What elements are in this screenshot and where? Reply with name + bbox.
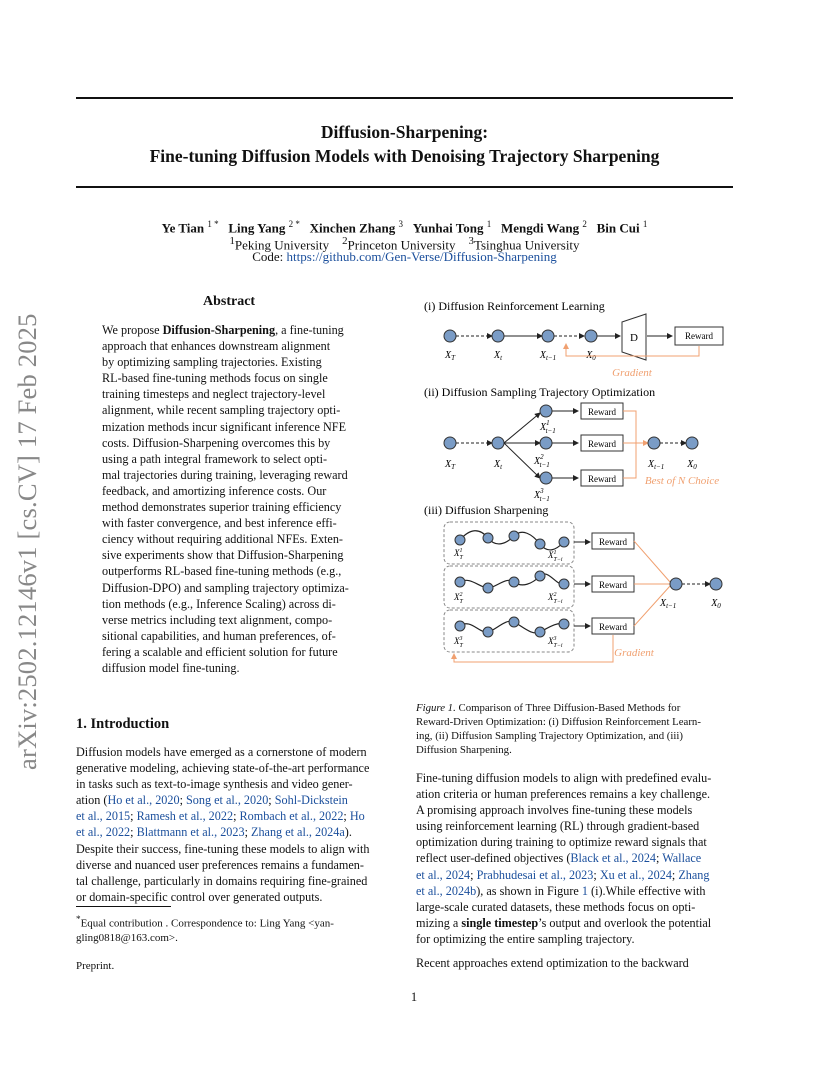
footnote: *Equal contribution . Correspondence to: Ling Yang <yan- gling0818@163.com>. (76, 914, 334, 944)
arxiv-stamp: arXiv:2502.12146v1 [cs.CV] 17 Feb 2025 (12, 313, 42, 770)
paper-title-line1: Diffusion-Sharpening: (320, 122, 489, 142)
svg-text:Reward: Reward (599, 622, 627, 632)
code-link[interactable]: https://github.com/Gen-Verse/Diffusion-Sharpening (286, 249, 557, 264)
svg-text:Reward: Reward (685, 331, 713, 341)
svg-text:X3t−1: $X^3$ t−1 (534, 487, 550, 503)
author: Ling Yang (228, 220, 286, 236)
panel-i-chain (444, 314, 723, 379)
svg-text:X3T: $X^3$ T (454, 636, 463, 649)
svg-text:Xt−1: $X_{t-1}$ (660, 598, 677, 610)
panel-ii-title: (ii) Diffusion Sampling Trajectory Optimization (424, 385, 656, 399)
svg-text:Xt−1: $X_{t-1}$ (648, 459, 665, 471)
figure-1-caption: Figure 1. Comparison of Three Diffusion-Based Methods for Reward-Driven Optimization: (i) Diffusion Reinforcement Learn- ing, (ii) Diffusion Sampling Trajectory Optimization, and (iii) Diffusion Sharpening. (416, 702, 701, 756)
svg-text:Xt−1: $X_{t-1}$ (539, 350, 557, 362)
svg-text:X0: $X_0$ (711, 598, 721, 610)
svg-text:X1t−1: $X^1$ t−1 (540, 419, 556, 435)
svg-text:X2t−1: $X^2$ t−1 (534, 453, 550, 469)
author: Yunhai Tong (412, 220, 484, 236)
svg-text:X2T−i: $X^2$ T−i (548, 592, 563, 605)
intro-body: Diffusion models have emerged as a cornerstone of modern generative modeling, achieving state-of-the-art performance in tasks such as text-to-image synthesis and video gener- ation (Ho et al., 2020; Song et al., 2020; Sohl-Dickstein et al., 2015; Ramesh et al., 2022; Rombach et al., 2022; Ho et al., 2022; Blattmann et al., 2023; Zhang et al., 2024a). Despite their success, fine-tuning these models to align with diverse and nuanced user preferences remains a fundamen- tal challenge, particularly in domains requiring fine-grained or domain-specific control over generated outputs. (76, 745, 370, 904)
author: Bin Cui (596, 220, 640, 236)
affiliations: $^1$Peking University $^2$Princeton University $^3$Tsinghua University (229, 235, 580, 253)
best-of-n-label: Best of N Choice (644, 475, 720, 487)
panel-i-title: (i) Diffusion Reinforcement Learning (424, 299, 605, 313)
code-line: Code: https://github.com/Gen-Verse/Diffusion-Sharpening (252, 249, 557, 264)
page-number: 1 (410, 990, 418, 1004)
svg-text:X3T−i: $X^3$ T−i (548, 636, 563, 649)
author: Xinchen Zhang (309, 220, 396, 236)
gradient-label: Gradient (612, 367, 652, 379)
svg-text:X0: $X_0$ (687, 459, 697, 471)
svg-text:X2T: $X^2$ T (454, 592, 463, 605)
svg-text:Reward: Reward (588, 474, 616, 484)
svg-text:XT: $X_T$ (444, 459, 456, 471)
svg-text:D: D (630, 332, 638, 344)
gradient-label: Gradient (614, 647, 654, 659)
svg-text:XT: $X_T$ (444, 350, 456, 362)
author-list: Ye Tian $^{1 *}$ Ling Yang $^{2 *}$ Xinchen Zhang $^3$ Yunhai Tong $^1$ Mengdi Wang $^2$ Bin Cui $^1$ (161, 219, 648, 236)
section-heading-introduction: 1. Introduction (76, 716, 170, 732)
panel-ii-chain (444, 403, 719, 503)
abstract-heading: Abstract (203, 294, 256, 309)
footnote-rule (76, 906, 171, 907)
panel-iii-chain (444, 522, 722, 662)
title-rule-top (76, 97, 733, 99)
panel-iii-title: (iii) Diffusion Sharpening (424, 503, 549, 517)
svg-text:X1T−i: $X^1$ T−i (548, 550, 563, 563)
svg-text:Xt: $X_t$ (493, 350, 503, 362)
author: Ye Tian (161, 220, 205, 236)
svg-text:X0: $X_0$ (586, 350, 596, 362)
preprint-label: Preprint. (76, 960, 115, 972)
svg-text:Reward: Reward (599, 537, 627, 547)
author: Mengdi Wang (500, 220, 580, 236)
svg-text:Reward: Reward (588, 407, 616, 417)
figure-1-diagram (414, 292, 740, 664)
svg-text:Xt: $X_t$ (493, 459, 503, 471)
paper-title-line2: Fine-tuning Diffusion Models with Denoising Trajectory Sharpening (149, 146, 660, 166)
intro-body-right: Fine-tuning diffusion models to align with predefined evalu- ation criteria or human preferences remains a key challenge. A promising approach involves fine-tuning these models using reinforcement learning (RL) through gradient-based optimization during training to optimize reward signals that reflect user-defined objectives (Black et al., 2024; Wallace et al., 2024; Prabhudesai et al., 2023; Xu et al., 2024; Zhang et al., 2024b), as shown in Figure 1 (i).While effective with large-scale curated datasets, these methods focus on opti- mizing a single timestep’s output and overlook the potential for optimizing the entire sampling trajectory. Recent approaches extend optimization to the backward (416, 771, 712, 971)
svg-text:X1T: $X^1$ T (454, 548, 463, 561)
svg-text:Reward: Reward (599, 580, 627, 590)
svg-text:Reward: Reward (588, 439, 616, 449)
abstract-body: We propose Diffusion-Sharpening, a fine-tuning approach that enhances downstream alignment by optimizing sampling trajectories. Existing RL-based fine-tuning methods focus on single training timesteps and neglect trajectory-level alignment, while recent sampling trajectory opti- mization methods incur significant inference NFE costs. Diffusion-Sharpening overcomes this by using a path integral framework to select opti- mal trajectories during training, leveraging reward feedback, and amortizing inference costs. Our method demonstrates superior training efficiency with faster convergence, and best inference effi- ciency without requiring additional NFEs. Exten- sive experiments show that Diffusion-Sharpening outperforms RL-based fine-tuning methods (e.g., Diffusion-DPO) and sampling trajectory optimiza- tion methods (e.g., Inference Scaling) across di- verse metrics including text alignment, compo- sitional capabilities, and human preferences, of- fering a scalable and efficient solution for future diffusion model fine-tuning. (102, 323, 349, 675)
title-rule-bottom (76, 186, 733, 188)
